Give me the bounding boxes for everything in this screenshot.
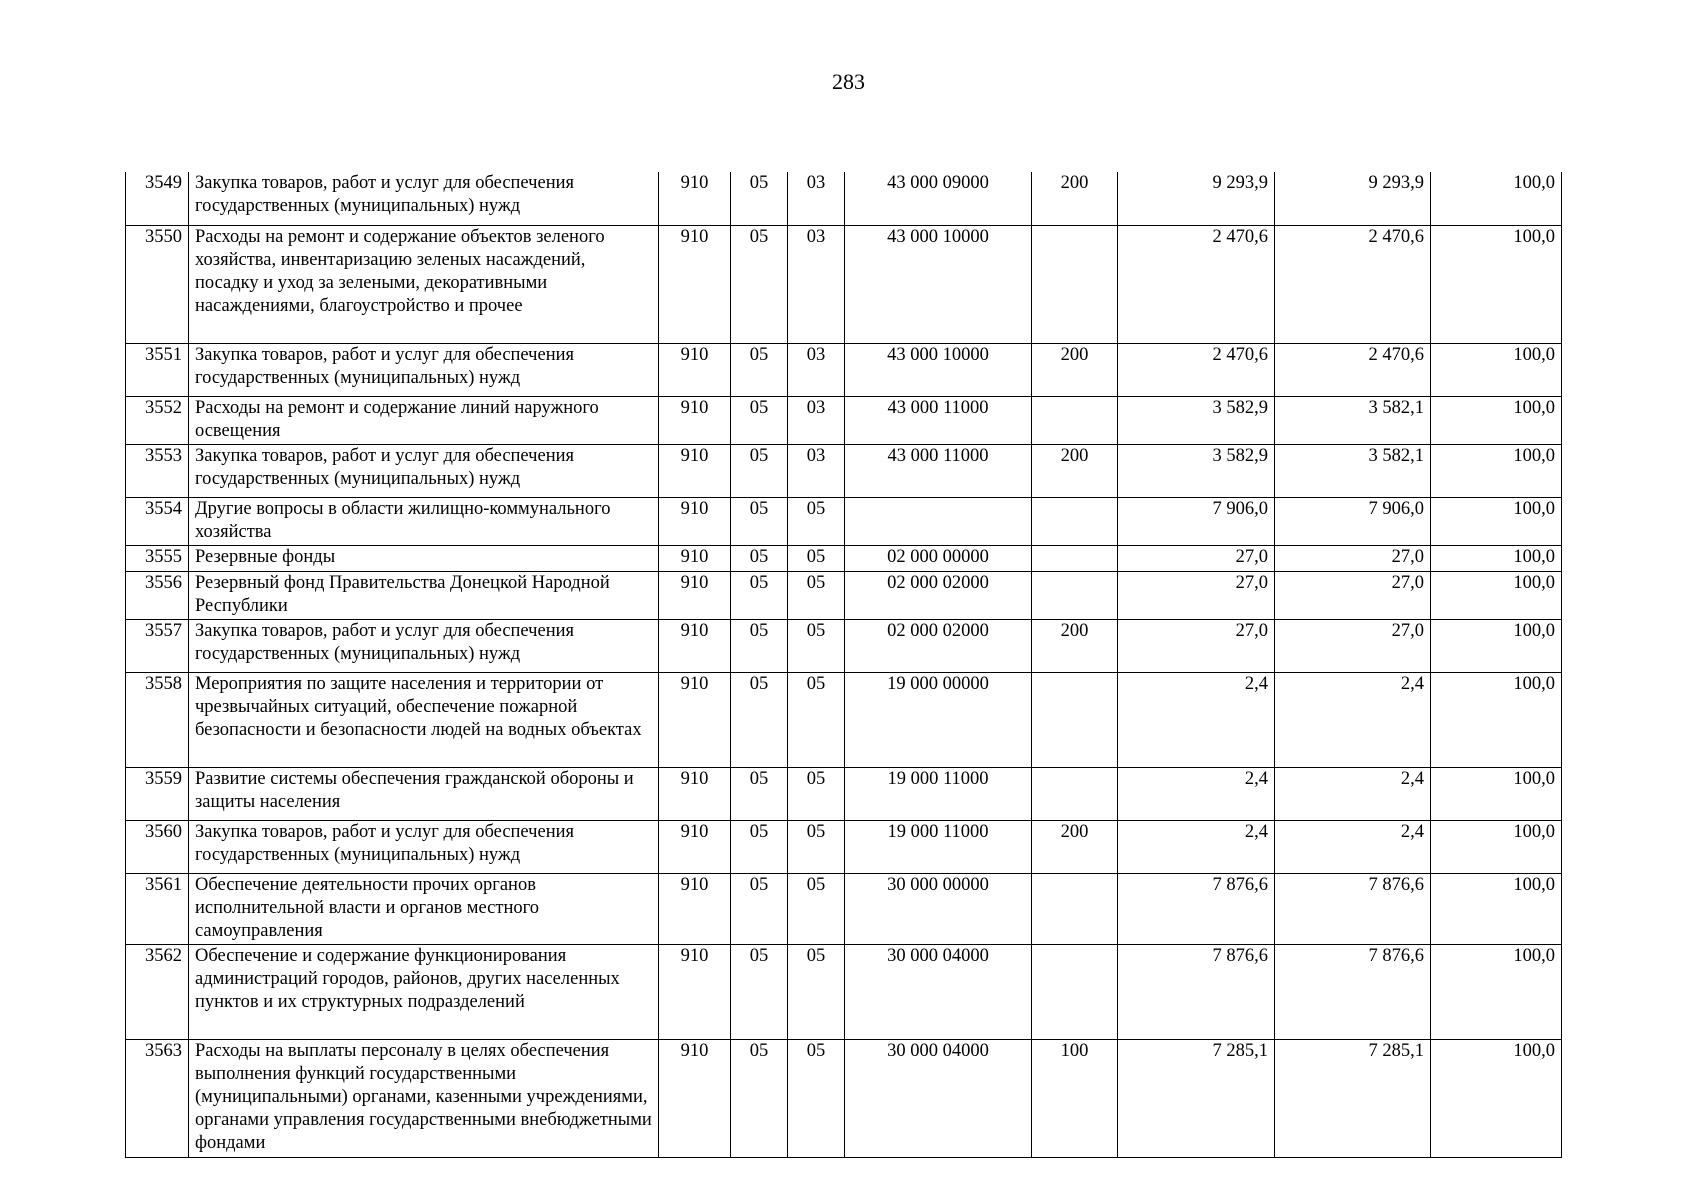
page-number: 283	[832, 69, 865, 94]
table-row	[126, 619, 1562, 672]
department-code: 910	[659, 444, 731, 497]
department-code: 910	[659, 619, 731, 672]
planned-amount: 2 470,6	[1118, 343, 1275, 396]
row-number: 3551	[126, 343, 189, 396]
expense-name: Развитие системы обеспечения гражданской обороны и защиты населения	[189, 767, 659, 820]
expense-name: Закупка товаров, работ и услуг для обеспечения государственных (муниципальных) нужд	[189, 619, 659, 672]
expense-name: Мероприятия по защите населения и территории от чрезвычайных ситуаций, обеспечение пожарной безопасности и безопасности людей на водных объектах	[189, 672, 659, 767]
execution-percent: 100,0	[1431, 225, 1562, 343]
table-row	[126, 444, 1562, 497]
expense-name: Обеспечение деятельности прочих органов исполнительной власти и органов местного самоуправления	[189, 873, 659, 944]
expense-type-code	[1032, 571, 1118, 619]
target-article-code: 19 000 11000	[845, 767, 1032, 820]
expense-name: Расходы на ремонт и содержание линий наружного освещения	[189, 396, 659, 444]
actual-amount: 2 470,6	[1275, 225, 1431, 343]
actual-amount: 7 876,6	[1275, 873, 1431, 944]
planned-amount: 27,0	[1118, 571, 1275, 619]
section-code: 05	[731, 820, 788, 873]
execution-percent: 100,0	[1431, 1039, 1562, 1157]
expense-name: Закупка товаров, работ и услуг для обеспечения государственных (муниципальных) нужд	[189, 343, 659, 396]
subsection-code: 03	[788, 444, 845, 497]
expense-type-code	[1032, 944, 1118, 1039]
section-code: 05	[731, 444, 788, 497]
planned-amount: 7 876,6	[1118, 873, 1275, 944]
actual-amount: 27,0	[1275, 619, 1431, 672]
row-number: 3552	[126, 396, 189, 444]
section-code: 05	[731, 571, 788, 619]
target-article-code: 43 000 10000	[845, 343, 1032, 396]
section-code: 05	[731, 767, 788, 820]
target-article-code: 43 000 09000	[845, 172, 1032, 225]
planned-amount: 3 582,9	[1118, 444, 1275, 497]
subsection-code: 05	[788, 767, 845, 820]
department-code: 910	[659, 820, 731, 873]
actual-amount: 2 470,6	[1275, 343, 1431, 396]
target-article-code: 43 000 10000	[845, 225, 1032, 343]
row-number: 3550	[126, 225, 189, 343]
row-number: 3553	[126, 444, 189, 497]
execution-percent: 100,0	[1431, 767, 1562, 820]
subsection-code: 05	[788, 545, 845, 571]
target-article-code: 19 000 11000	[845, 820, 1032, 873]
actual-amount: 7 906,0	[1275, 497, 1431, 545]
execution-percent: 100,0	[1431, 873, 1562, 944]
table-row	[126, 672, 1562, 767]
execution-percent: 100,0	[1431, 545, 1562, 571]
department-code: 910	[659, 225, 731, 343]
table-row	[126, 396, 1562, 444]
execution-percent: 100,0	[1431, 944, 1562, 1039]
planned-amount: 27,0	[1118, 619, 1275, 672]
target-article-code: 30 000 00000	[845, 873, 1032, 944]
table-row	[126, 1039, 1562, 1157]
execution-percent: 100,0	[1431, 820, 1562, 873]
actual-amount: 27,0	[1275, 571, 1431, 619]
execution-percent: 100,0	[1431, 672, 1562, 767]
actual-amount: 2,4	[1275, 672, 1431, 767]
expense-type-code	[1032, 767, 1118, 820]
section-code: 05	[731, 545, 788, 571]
planned-amount: 9 293,9	[1118, 172, 1275, 225]
section-code: 05	[731, 619, 788, 672]
expense-type-code: 200	[1032, 343, 1118, 396]
subsection-code: 05	[788, 1039, 845, 1157]
department-code: 910	[659, 172, 731, 225]
execution-percent: 100,0	[1431, 172, 1562, 225]
expense-name: Обеспечение и содержание функционирования администраций городов, районов, других населенных пунктов и их структурных подразделений	[189, 944, 659, 1039]
execution-percent: 100,0	[1431, 571, 1562, 619]
actual-amount: 9 293,9	[1275, 172, 1431, 225]
subsection-code: 05	[788, 944, 845, 1039]
expense-name: Резервный фонд Правительства Донецкой Народной Республики	[189, 571, 659, 619]
subsection-code: 05	[788, 619, 845, 672]
planned-amount: 2,4	[1118, 767, 1275, 820]
expense-name: Резервные фонды	[189, 545, 659, 571]
row-number: 3560	[126, 820, 189, 873]
planned-amount: 7 285,1	[1118, 1039, 1275, 1157]
subsection-code: 05	[788, 571, 845, 619]
table-row	[126, 767, 1562, 820]
target-article-code: 43 000 11000	[845, 444, 1032, 497]
row-number: 3549	[126, 172, 189, 225]
department-code: 910	[659, 1039, 731, 1157]
row-number: 3562	[126, 944, 189, 1039]
execution-percent: 100,0	[1431, 343, 1562, 396]
subsection-code: 03	[788, 172, 845, 225]
actual-amount: 2,4	[1275, 767, 1431, 820]
expense-name: Расходы на ремонт и содержание объектов зеленого хозяйства, инвентаризацию зеленых насаждений, посадку и уход за зелеными, декоративными насаждениями, благоустройство и прочее	[189, 225, 659, 343]
expense-type-code	[1032, 396, 1118, 444]
subsection-code: 05	[788, 497, 845, 545]
section-code: 05	[731, 944, 788, 1039]
target-article-code: 02 000 02000	[845, 619, 1032, 672]
execution-percent: 100,0	[1431, 619, 1562, 672]
actual-amount: 3 582,1	[1275, 444, 1431, 497]
actual-amount: 7 876,6	[1275, 944, 1431, 1039]
expense-type-code	[1032, 225, 1118, 343]
subsection-code: 03	[788, 396, 845, 444]
table-row	[126, 343, 1562, 396]
table-row	[126, 225, 1562, 343]
expense-type-code	[1032, 672, 1118, 767]
subsection-code: 03	[788, 343, 845, 396]
department-code: 910	[659, 944, 731, 1039]
expense-type-code: 200	[1032, 619, 1118, 672]
department-code: 910	[659, 396, 731, 444]
expense-type-code: 200	[1032, 172, 1118, 225]
expense-type-code	[1032, 497, 1118, 545]
row-number: 3554	[126, 497, 189, 545]
subsection-code: 05	[788, 873, 845, 944]
subsection-code: 05	[788, 820, 845, 873]
table-row	[126, 873, 1562, 944]
table-row	[126, 497, 1562, 545]
row-number: 3557	[126, 619, 189, 672]
row-number: 3561	[126, 873, 189, 944]
target-article-code: 30 000 04000	[845, 1039, 1032, 1157]
section-code: 05	[731, 343, 788, 396]
row-number: 3558	[126, 672, 189, 767]
execution-percent: 100,0	[1431, 497, 1562, 545]
table-row	[126, 571, 1562, 619]
table-row	[126, 545, 1562, 571]
table-row	[126, 944, 1562, 1039]
subsection-code: 05	[788, 672, 845, 767]
actual-amount: 2,4	[1275, 820, 1431, 873]
planned-amount: 2 470,6	[1118, 225, 1275, 343]
row-number: 3555	[126, 545, 189, 571]
department-code: 910	[659, 343, 731, 396]
section-code: 05	[731, 497, 788, 545]
actual-amount: 3 582,1	[1275, 396, 1431, 444]
planned-amount: 7 906,0	[1118, 497, 1275, 545]
table-body	[126, 172, 1562, 1157]
expense-name: Закупка товаров, работ и услуг для обеспечения государственных (муниципальных) нужд	[189, 444, 659, 497]
execution-percent: 100,0	[1431, 444, 1562, 497]
execution-percent: 100,0	[1431, 396, 1562, 444]
budget-table	[125, 172, 1562, 1158]
department-code: 910	[659, 497, 731, 545]
table-row	[126, 820, 1562, 873]
expense-name: Закупка товаров, работ и услуг для обеспечения государственных (муниципальных) нужд	[189, 820, 659, 873]
expense-type-code: 100	[1032, 1039, 1118, 1157]
table-row	[126, 172, 1562, 225]
planned-amount: 3 582,9	[1118, 396, 1275, 444]
department-code: 910	[659, 545, 731, 571]
row-number: 3563	[126, 1039, 189, 1157]
expense-type-code	[1032, 545, 1118, 571]
planned-amount: 27,0	[1118, 545, 1275, 571]
target-article-code	[845, 497, 1032, 545]
expense-name: Расходы на выплаты персоналу в целях обеспечения выполнения функций государственными (муниципальными) органами, казенными учреждениями, органами управления государственными внебюджетными фондами	[189, 1039, 659, 1157]
expense-type-code	[1032, 873, 1118, 944]
row-number: 3556	[126, 571, 189, 619]
planned-amount: 2,4	[1118, 672, 1275, 767]
section-code: 05	[731, 396, 788, 444]
planned-amount: 2,4	[1118, 820, 1275, 873]
actual-amount: 27,0	[1275, 545, 1431, 571]
planned-amount: 7 876,6	[1118, 944, 1275, 1039]
department-code: 910	[659, 672, 731, 767]
row-number: 3559	[126, 767, 189, 820]
section-code: 05	[731, 1039, 788, 1157]
target-article-code: 02 000 02000	[845, 571, 1032, 619]
expense-name: Другие вопросы в области жилищно-коммунального хозяйства	[189, 497, 659, 545]
department-code: 910	[659, 571, 731, 619]
expense-type-code: 200	[1032, 444, 1118, 497]
section-code: 05	[731, 225, 788, 343]
section-code: 05	[731, 172, 788, 225]
expense-name: Закупка товаров, работ и услуг для обеспечения государственных (муниципальных) нужд	[189, 172, 659, 225]
section-code: 05	[731, 672, 788, 767]
target-article-code: 19 000 00000	[845, 672, 1032, 767]
subsection-code: 03	[788, 225, 845, 343]
department-code: 910	[659, 873, 731, 944]
target-article-code: 02 000 00000	[845, 545, 1032, 571]
actual-amount: 7 285,1	[1275, 1039, 1431, 1157]
expense-type-code: 200	[1032, 820, 1118, 873]
target-article-code: 30 000 04000	[845, 944, 1032, 1039]
target-article-code: 43 000 11000	[845, 396, 1032, 444]
department-code: 910	[659, 767, 731, 820]
section-code: 05	[731, 873, 788, 944]
